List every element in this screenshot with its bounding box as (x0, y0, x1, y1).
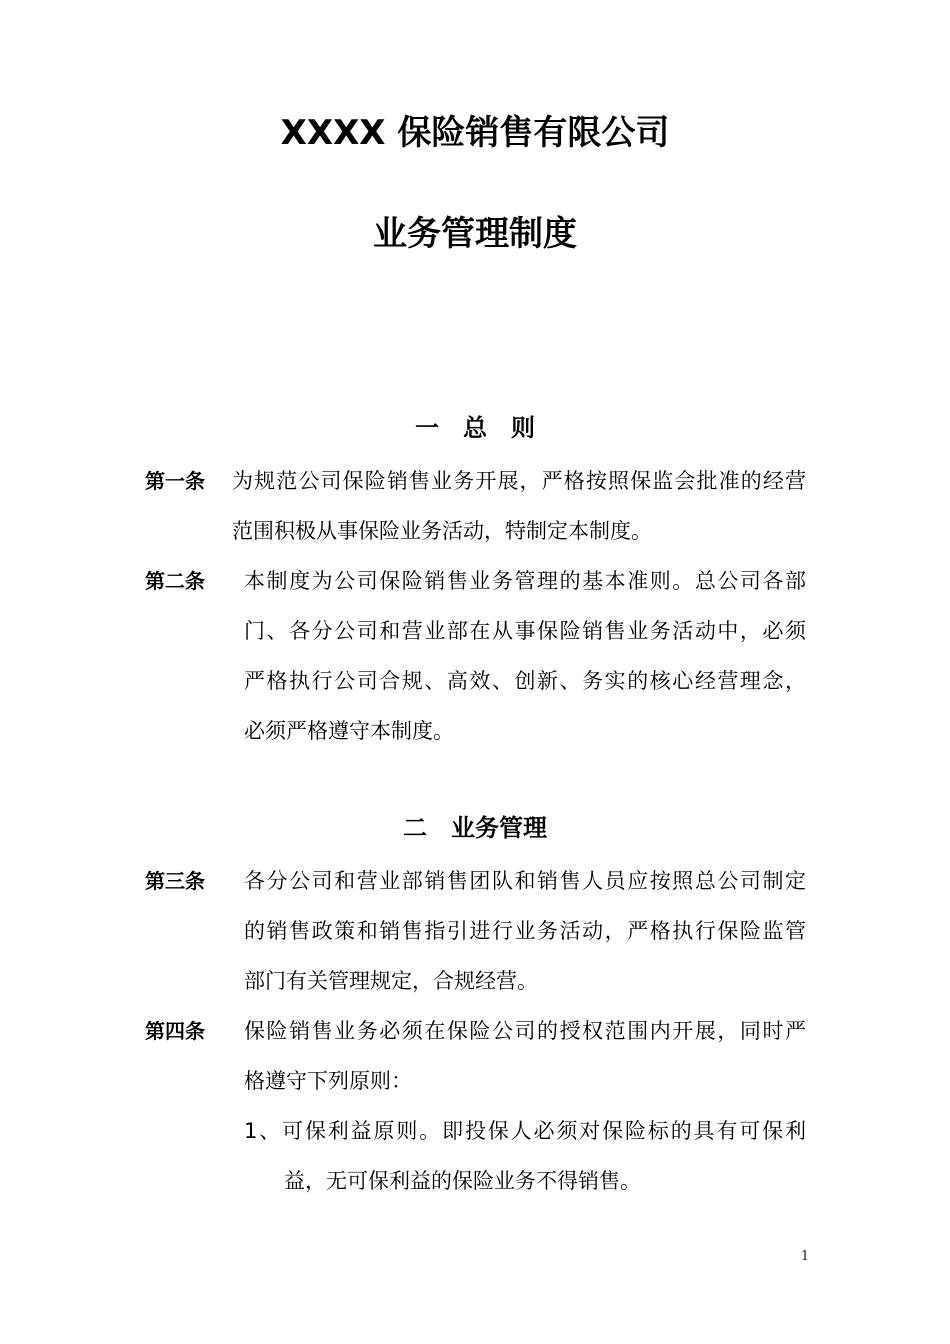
article-1-line-2: 范围积极从事保险业务活动，特制定本制度。 (232, 519, 652, 543)
article-4-line-1: 保险销售业务必须在保险公司的授权范围内开展，同时严 (244, 1019, 806, 1043)
article-2-line-2: 门、各分公司和营业部在从事保险销售业务活动中，必须 (244, 619, 806, 643)
article-4-item-1-line-2: 益，无可保利益的保险业务不得销售。 (284, 1169, 641, 1193)
page-number: 1 (800, 1249, 810, 1264)
article-label-4: 第四条 (145, 1019, 205, 1043)
article-4-line-2: 格遵守下列原则： (244, 1069, 412, 1093)
article-2-line-4: 必须严格遵守本制度。 (244, 719, 454, 743)
article-label-2: 第二条 (145, 569, 205, 593)
section-heading-business-management: 二 业务管理 (403, 814, 547, 842)
article-2-line-3: 严格执行公司合规、高效、创新、务实的核心经营理念， (244, 669, 806, 693)
article-3-line-1: 各分公司和营业部销售团队和销售人员应按照总公司制定 (244, 869, 806, 893)
document-title-company: XXXX 保险销售有限公司 (280, 113, 670, 153)
article-2-line-1: 本制度为公司保险销售业务管理的基本准则。总公司各部 (244, 569, 806, 593)
article-4-item-1-line-1: 1、可保利益原则。即投保人必须对保险标的具有可保利 (244, 1119, 806, 1143)
document-title-regulation: 业务管理制度 (373, 214, 577, 254)
article-3-line-3: 部门有关管理规定，合规经营。 (244, 969, 538, 993)
article-3-line-2: 的销售政策和销售指引进行业务活动，严格执行保险监管 (244, 919, 806, 943)
article-label-1: 第一条 (145, 469, 205, 493)
section-heading-general: 一 总 则 (415, 414, 535, 442)
article-1-line-1: 为规范公司保险销售业务开展，严格按照保监会批准的经营 (232, 469, 806, 493)
article-label-3: 第三条 (145, 869, 205, 893)
